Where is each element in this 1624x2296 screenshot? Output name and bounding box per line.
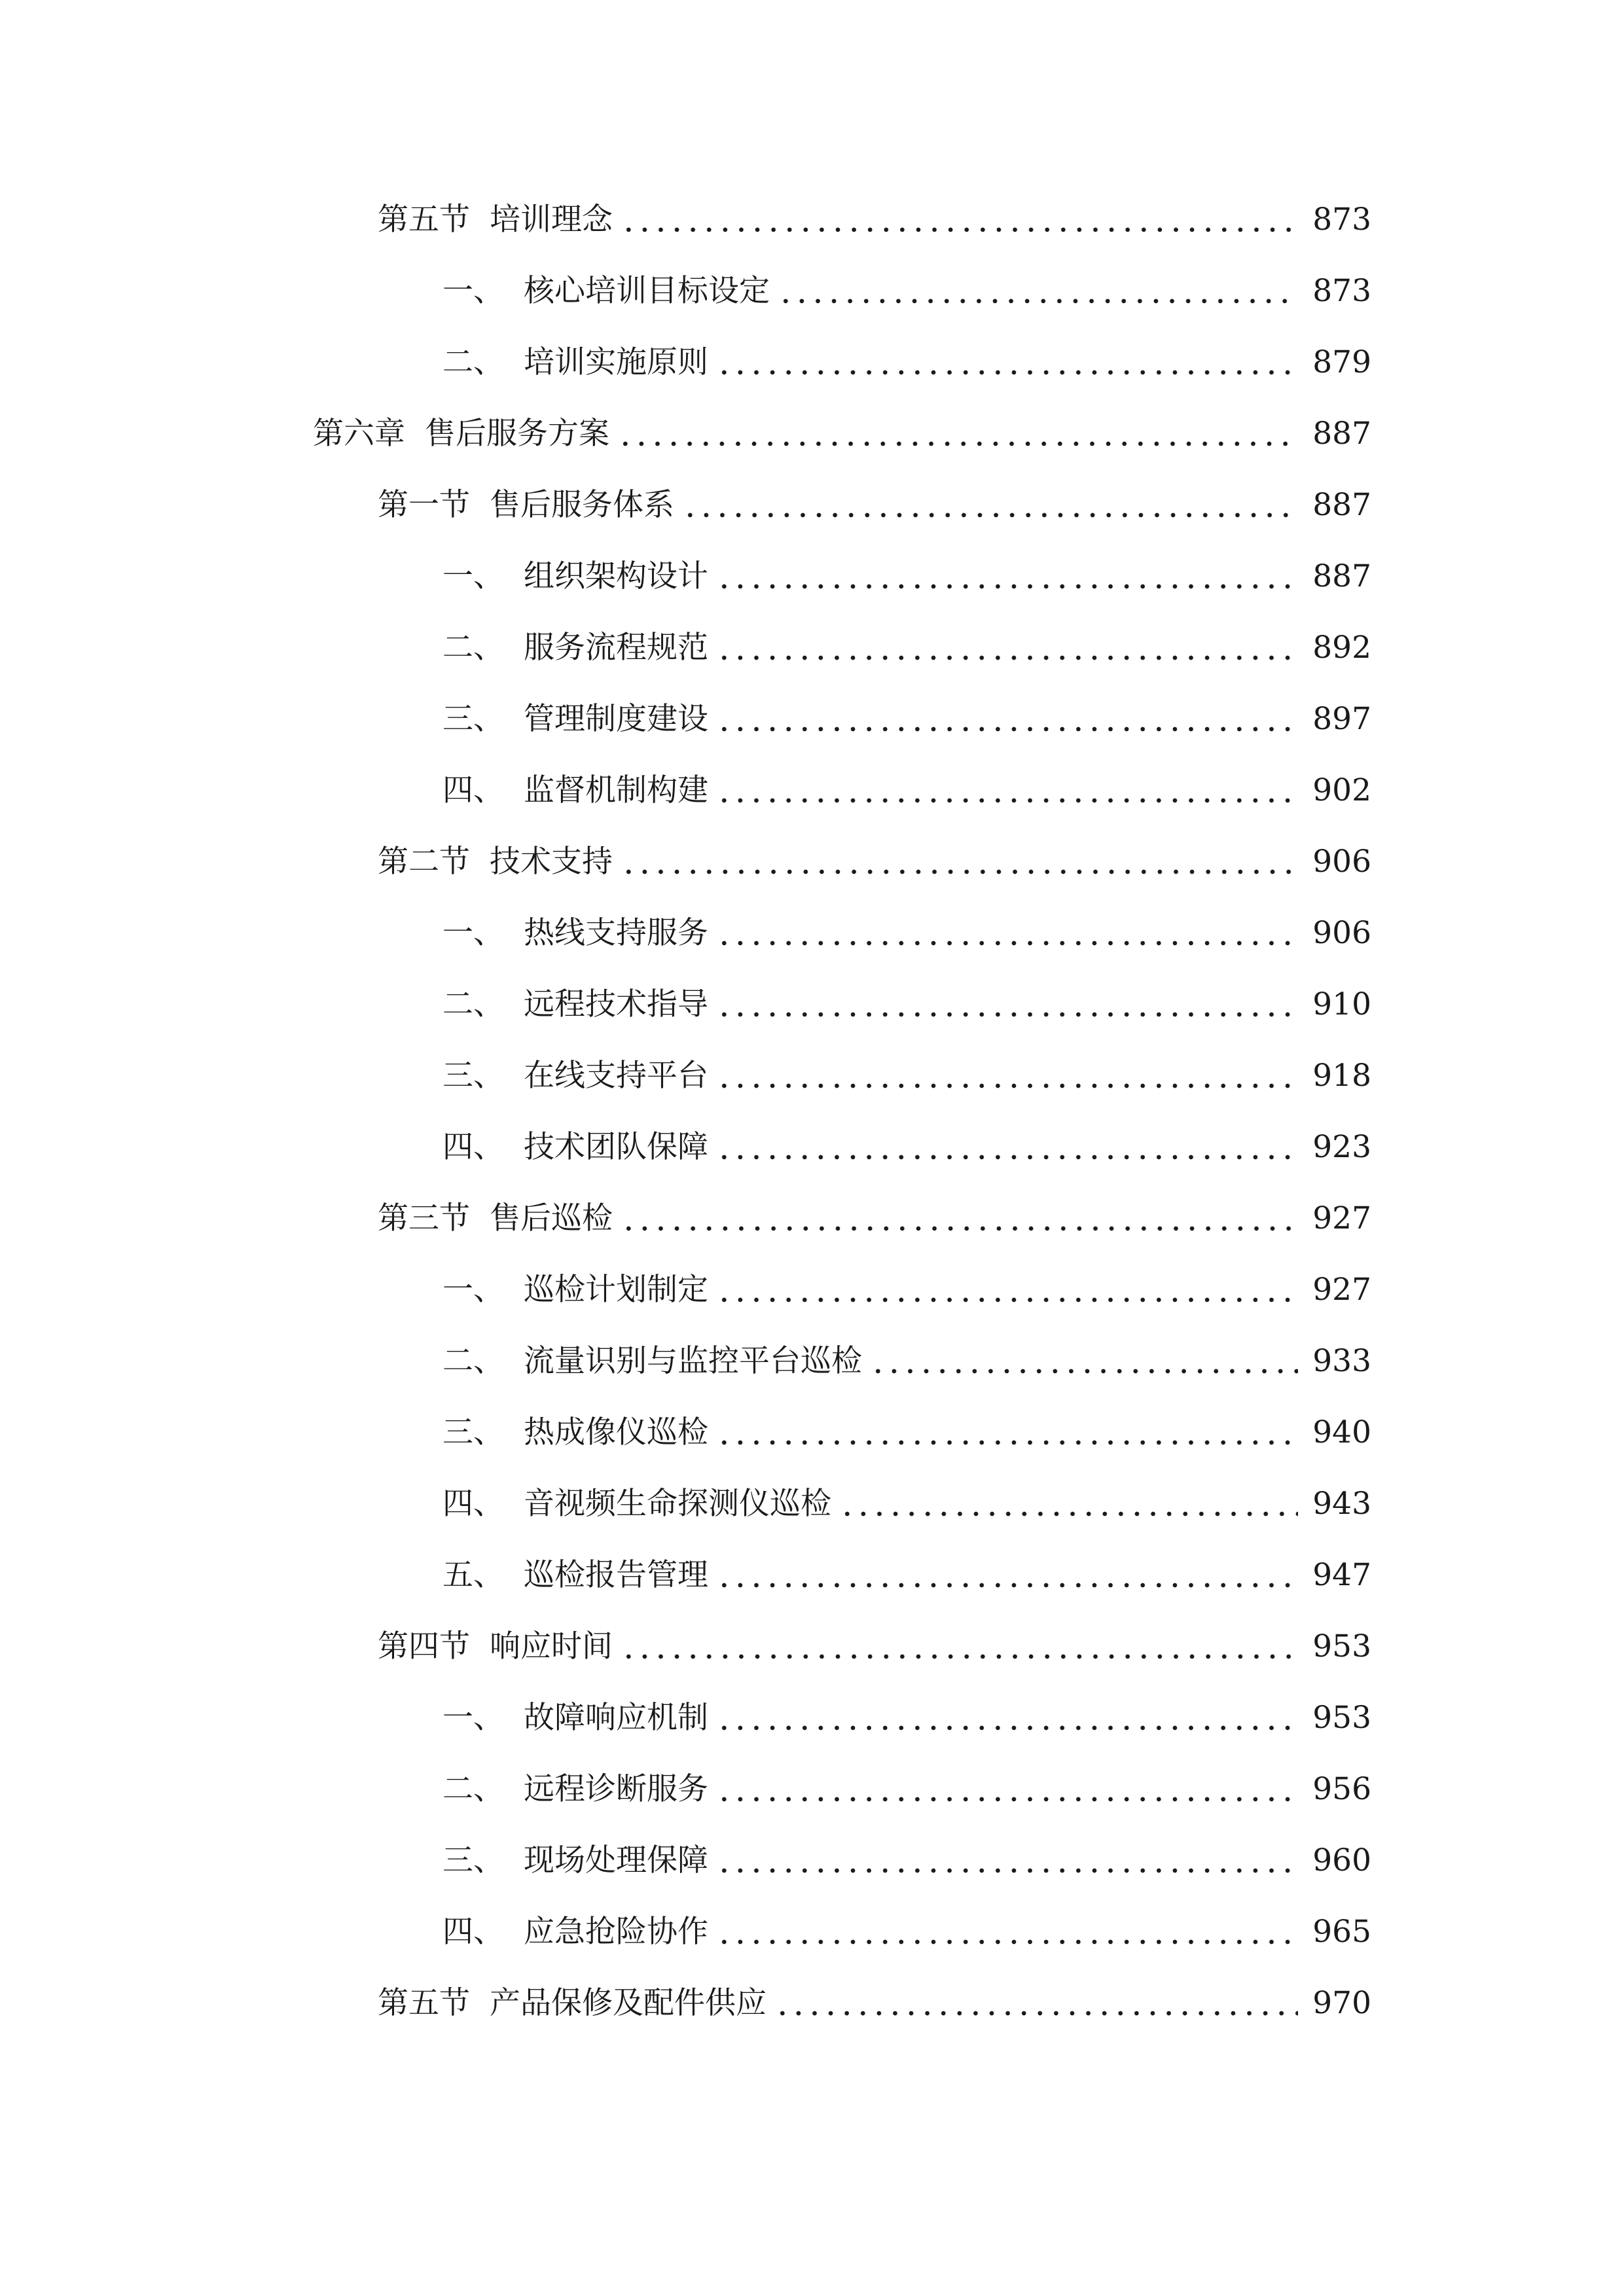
- toc-entry-page: 906: [1312, 844, 1371, 880]
- toc-entry-number: 三、: [442, 1058, 504, 1094]
- toc-entry-title: 应急抢险协作: [524, 1914, 708, 1950]
- toc-entry-page: 873: [1312, 202, 1371, 238]
- toc-entry-page: 887: [1312, 558, 1371, 594]
- toc-entry-number: 一、: [442, 1272, 504, 1308]
- toc-entry-title: 热成像仪巡检: [524, 1414, 708, 1450]
- toc-dot-leader: [621, 849, 1298, 875]
- toc-dot-leader: [716, 1134, 1298, 1160]
- toc-dot-leader: [716, 350, 1298, 376]
- toc-entry-title: 在线支持平台: [524, 1058, 708, 1094]
- toc-entry-page: 918: [1312, 1058, 1371, 1094]
- toc-entry-number: 四、: [442, 1129, 504, 1165]
- toc-dot-leader: [682, 492, 1298, 518]
- toc-entry-number: 三、: [442, 1842, 504, 1878]
- toc-entry-number: 第六章: [313, 416, 405, 452]
- toc-entry-number: 二、: [442, 1343, 504, 1379]
- toc-entry-title: 产品保修及配件供应: [490, 1985, 767, 2021]
- toc-entry-page: 902: [1312, 772, 1371, 808]
- toc-entry-number: 第三节: [378, 1200, 470, 1236]
- toc-entry[interactable]: [442, 1335, 1371, 1388]
- toc-entry[interactable]: [313, 408, 1371, 460]
- toc-entry-number: 三、: [442, 701, 504, 737]
- toc-entry-number: 一、: [442, 915, 504, 951]
- toc-entry[interactable]: [378, 479, 1371, 531]
- toc-dot-leader: [716, 1277, 1298, 1303]
- toc-entry-page: 873: [1312, 273, 1371, 309]
- toc-entry-title: 远程诊断服务: [524, 1771, 708, 1807]
- toc-entry-number: 第五节: [378, 202, 470, 238]
- toc-entry[interactable]: [378, 1977, 1371, 2030]
- toc-entry-title: 现场处理保障: [524, 1842, 708, 1878]
- toc-entry-title: 技术团队保障: [524, 1129, 708, 1165]
- toc-entry-number: 五、: [442, 1557, 504, 1593]
- toc-entry-title: 远程技术指导: [524, 986, 708, 1022]
- toc-dot-leader: [839, 1491, 1298, 1517]
- toc-dot-leader: [716, 1420, 1298, 1446]
- toc-dot-leader: [617, 421, 1298, 447]
- toc-entry[interactable]: [442, 1407, 1371, 1459]
- toc-entry-page: 933: [1312, 1343, 1371, 1379]
- toc-entry[interactable]: [442, 1549, 1371, 1602]
- toc-entry-title: 培训实施原则: [524, 344, 708, 380]
- toc-entry[interactable]: [442, 1121, 1371, 1174]
- toc-entry-title: 售后服务体系: [490, 487, 674, 523]
- toc-entry-number: 四、: [442, 1914, 504, 1950]
- toc-entry[interactable]: [378, 836, 1371, 888]
- toc-entry[interactable]: [442, 978, 1371, 1031]
- toc-entry-page: 947: [1312, 1557, 1371, 1593]
- toc-entry[interactable]: [378, 1621, 1371, 1673]
- toc-entry[interactable]: [442, 1264, 1371, 1316]
- toc-entry-number: 第五节: [378, 1985, 470, 2021]
- toc-dot-leader: [621, 207, 1298, 233]
- toc-dot-leader: [621, 1206, 1298, 1232]
- toc-entry-title: 监督机制构建: [524, 772, 708, 808]
- toc-entry[interactable]: [442, 1692, 1371, 1744]
- toc-entry-number: 二、: [442, 1771, 504, 1807]
- toc-entry-page: 965: [1312, 1914, 1371, 1950]
- toc-dot-leader: [716, 706, 1298, 732]
- toc-entry-title: 流量识别与监控平台巡检: [524, 1343, 862, 1379]
- toc-entry-number: 二、: [442, 986, 504, 1022]
- toc-dot-leader: [778, 278, 1298, 304]
- toc-dot-leader: [716, 1063, 1298, 1089]
- toc-dot-leader: [716, 564, 1298, 590]
- toc-entry-title: 热线支持服务: [524, 915, 708, 951]
- toc-entry-number: 第四节: [378, 1628, 470, 1664]
- toc-entry-title: 响应时间: [490, 1628, 613, 1664]
- toc-dot-leader: [716, 1776, 1298, 1803]
- toc-entry-number: 三、: [442, 1414, 504, 1450]
- toc-entry-title: 巡检计划制定: [524, 1272, 708, 1308]
- toc-entry-number: 第二节: [378, 844, 470, 880]
- toc-entry-title: 技术支持: [490, 844, 613, 880]
- toc-entry-page: 879: [1312, 344, 1371, 380]
- toc-entry-page: 910: [1312, 986, 1371, 1022]
- toc-entry[interactable]: [442, 907, 1371, 960]
- toc-entry-title: 管理制度建设: [524, 701, 708, 737]
- toc-entry[interactable]: [442, 622, 1371, 674]
- toc-entry-number: 二、: [442, 630, 504, 666]
- toc-entry-number: 一、: [442, 1700, 504, 1736]
- toc-entry-page: 953: [1312, 1628, 1371, 1664]
- toc-entry-page: 892: [1312, 630, 1371, 666]
- toc-entry-title: 服务流程规范: [524, 630, 708, 666]
- toc-entry[interactable]: [442, 1763, 1371, 1816]
- toc-entry-page: 887: [1312, 487, 1371, 523]
- toc-entry-title: 组织架构设计: [524, 558, 708, 594]
- toc-dot-leader: [716, 1705, 1298, 1731]
- toc-entry-page: 960: [1312, 1842, 1371, 1878]
- toc-entry[interactable]: [442, 550, 1371, 603]
- toc-dot-leader: [716, 992, 1298, 1018]
- toc-entry-page: 927: [1312, 1200, 1371, 1236]
- toc-dot-leader: [716, 1848, 1298, 1874]
- toc-entry-title: 培训理念: [490, 202, 613, 238]
- toc-dot-leader: [716, 635, 1298, 661]
- toc-entry[interactable]: [378, 1193, 1371, 1245]
- toc-entry-title: 巡检报告管理: [524, 1557, 708, 1593]
- toc-entry[interactable]: [442, 764, 1371, 817]
- toc-entry[interactable]: [442, 1050, 1371, 1102]
- toc-entry[interactable]: [378, 194, 1371, 246]
- toc-entry[interactable]: [442, 265, 1371, 317]
- toc-entry-page: 923: [1312, 1129, 1371, 1165]
- toc-entry-title: 音视频生命探测仪巡检: [524, 1486, 831, 1522]
- toc-entry-page: 953: [1312, 1700, 1371, 1736]
- toc-entry-page: 943: [1312, 1486, 1371, 1522]
- toc-dot-leader: [716, 1919, 1298, 1945]
- toc-entry[interactable]: [442, 1835, 1371, 1887]
- toc-entry-page: 927: [1312, 1272, 1371, 1308]
- toc-entry-number: 二、: [442, 344, 504, 380]
- toc-entry-page: 906: [1312, 915, 1371, 951]
- toc-entry[interactable]: [442, 693, 1371, 745]
- toc-entry-title: 故障响应机制: [524, 1700, 708, 1736]
- toc-entry-number: 一、: [442, 558, 504, 594]
- toc-dot-leader: [870, 1348, 1298, 1374]
- toc-entry-title: 售后巡检: [490, 1200, 613, 1236]
- toc-entry[interactable]: [442, 1478, 1371, 1530]
- toc-entry-number: 一、: [442, 273, 504, 309]
- toc-entry-number: 第一节: [378, 487, 470, 523]
- toc-dot-leader: [774, 1990, 1298, 2017]
- toc-dot-leader: [716, 778, 1298, 804]
- toc-dot-leader: [716, 1562, 1298, 1588]
- toc-entry-title: 核心培训目标设定: [524, 273, 770, 309]
- toc-entry-page: 940: [1312, 1414, 1371, 1450]
- toc-dot-leader: [716, 920, 1298, 946]
- toc-entry-number: 四、: [442, 1486, 504, 1522]
- toc-entry-page: 956: [1312, 1771, 1371, 1807]
- toc-entry-page: 970: [1312, 1985, 1371, 2021]
- toc-entry-number: 四、: [442, 772, 504, 808]
- toc-entry[interactable]: [442, 1906, 1371, 1958]
- toc-dot-leader: [621, 1634, 1298, 1660]
- toc-entry-page: 897: [1312, 701, 1371, 737]
- toc-entry[interactable]: [442, 336, 1371, 389]
- toc-entry-page: 887: [1312, 416, 1371, 452]
- toc-entry-title: 售后服务方案: [425, 416, 609, 452]
